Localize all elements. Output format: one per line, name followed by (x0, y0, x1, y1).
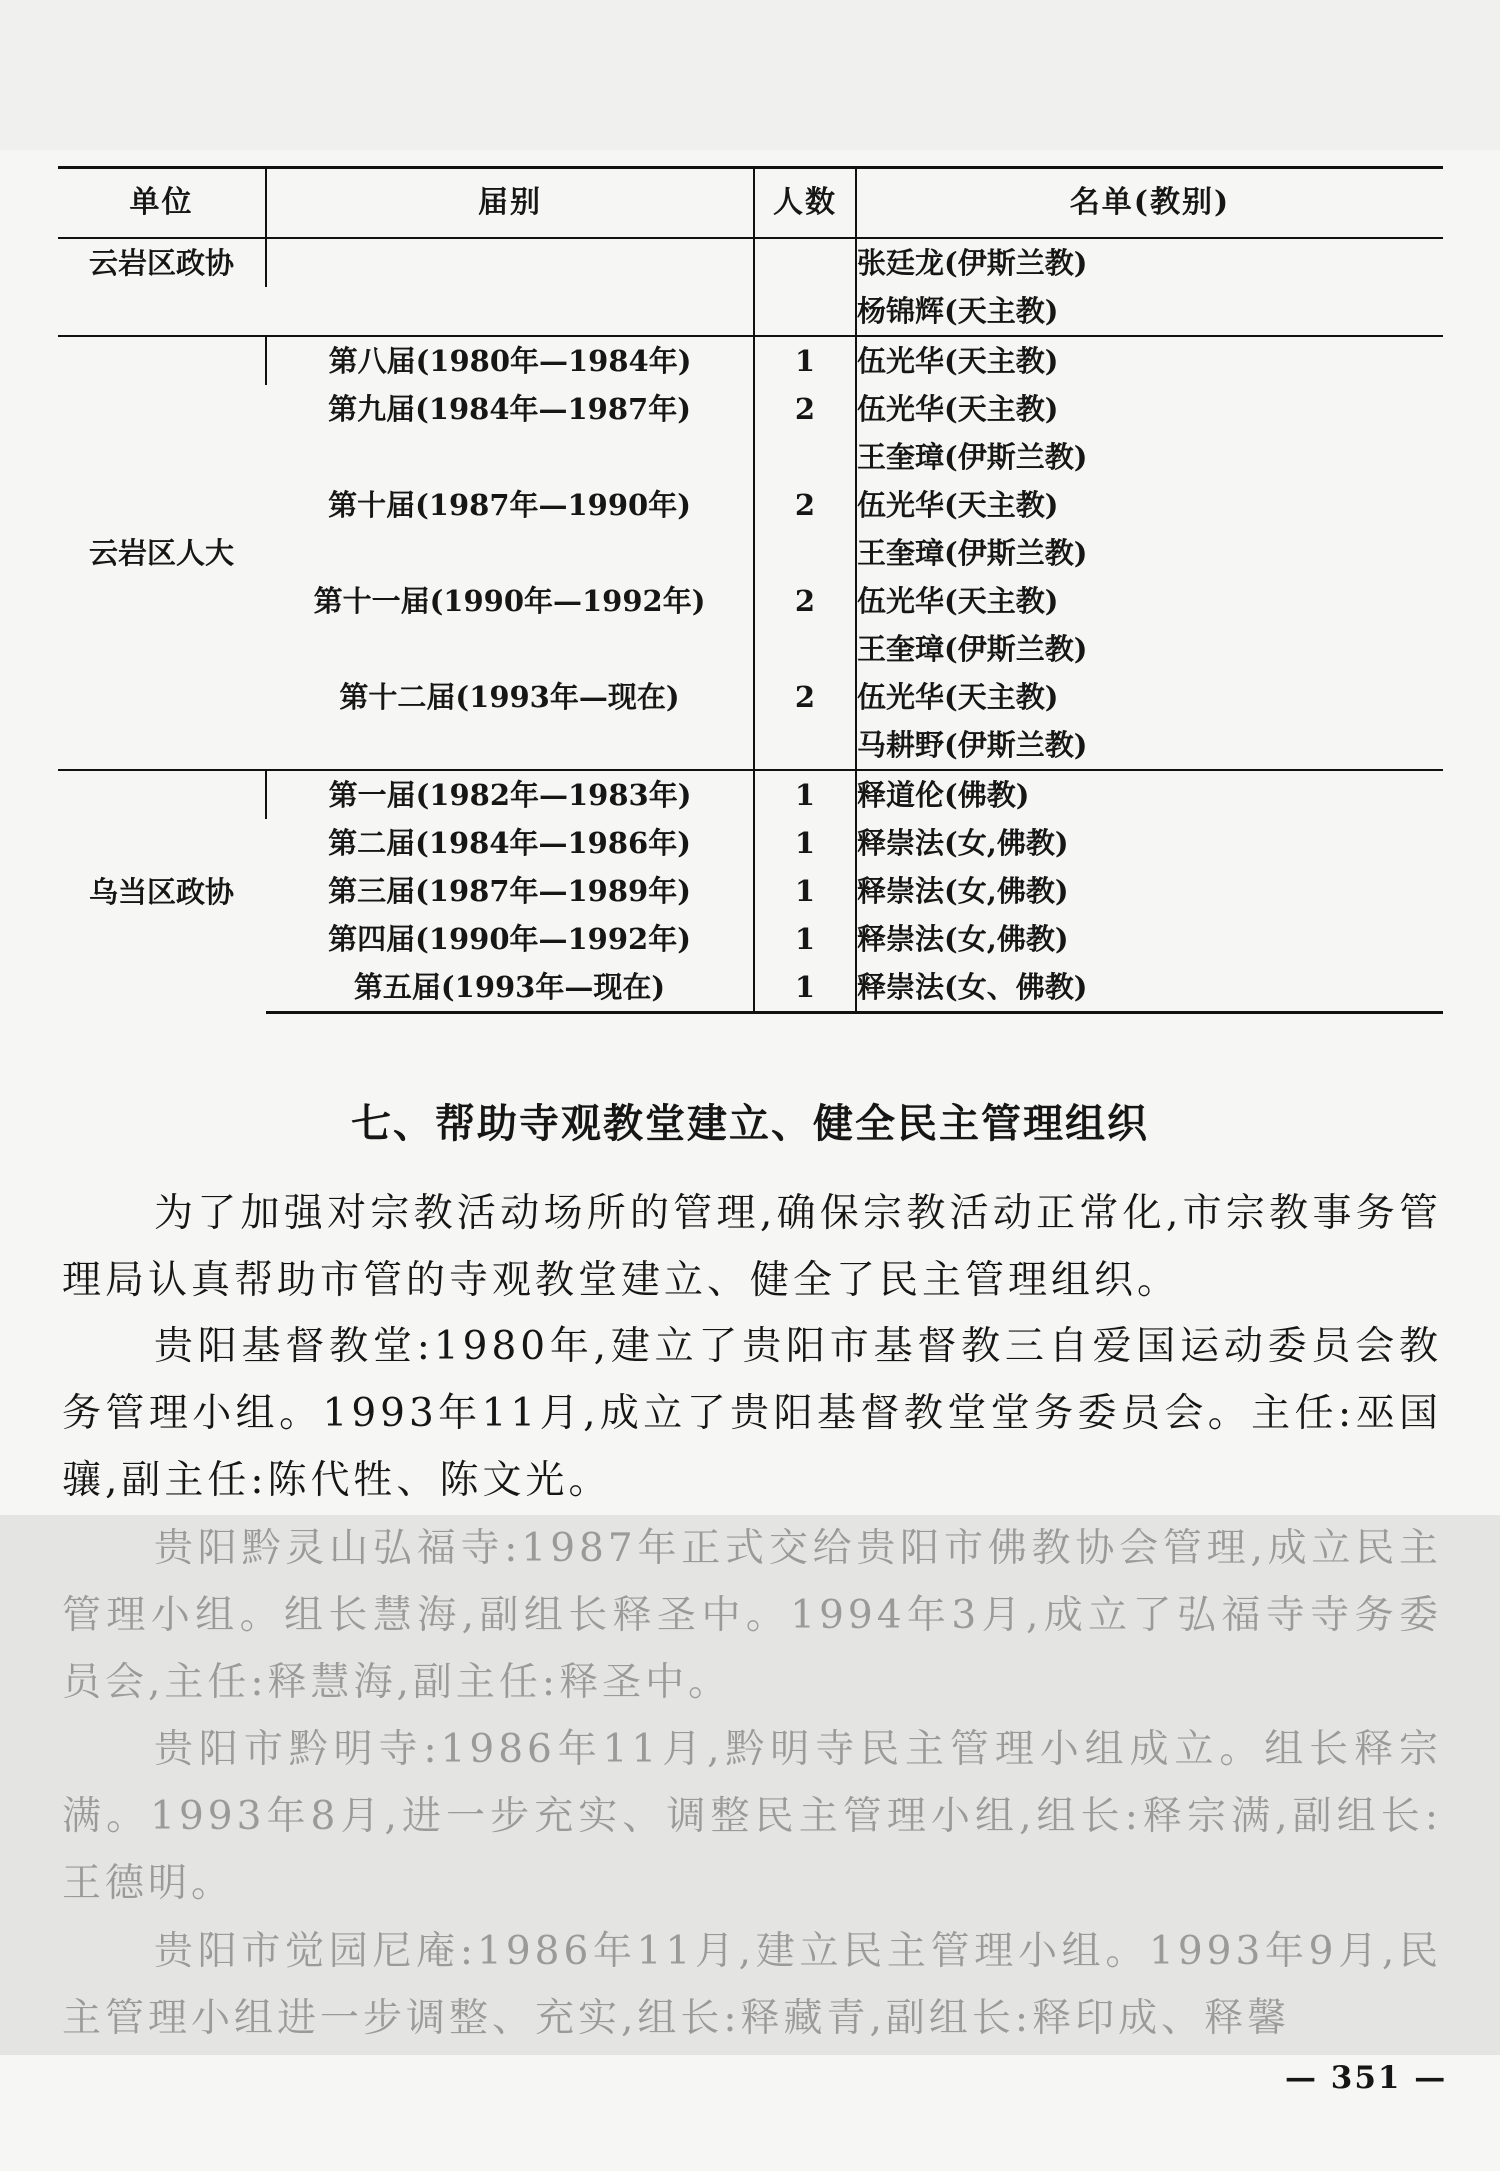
table-row (58, 819, 1443, 867)
term-cell-empty (266, 625, 754, 673)
count-cell: 2 (754, 481, 856, 529)
body-paragraph: 贵阳市觉园尼庵:1986年11月,建立民主管理小组。1993年9月,民主管理小组进一步调整、充实,组长:释藏青,副组长:释印成、释馨 (62, 1929, 1442, 2041)
body-paragraph: 贵阳市黔明寺:1986年11月,黔明寺民主管理小组成立。组长释宗满。1993年8月,进一步充实、调整民主管理小组,组长:释宗满,副组长:王德明。 (62, 1727, 1442, 1906)
body-paragraph: 为了加强对宗教活动场所的管理,确保宗教活动正常化,市宗教事务管理局认真帮助市管的寺观教堂建立、健全了民主管理组织。 (62, 1191, 1442, 1303)
table-row (58, 721, 1443, 770)
table-row (58, 385, 1443, 433)
count-cell: 2 (754, 385, 856, 433)
body-paragraph: 贵阳基督教堂:1980年,建立了贵阳市基督教三自爱国运动委员会教务管理小组。1993年11月,成立了贵阳基督教堂堂务委员会。主任:巫国骧,副主任:陈代牲、陈文光。 (62, 1324, 1442, 1503)
name-cell: 王奎璋(伊斯兰教) (856, 529, 1443, 577)
term-cell: 第三届(1987年—1989年) (328, 874, 691, 908)
name-cell: 释崇法(女,佛教) (856, 819, 1443, 867)
count-cell-empty (754, 721, 856, 770)
count-cell-empty (754, 433, 856, 481)
term-cell (266, 238, 754, 287)
name-cell: 杨锦辉(天主教) (856, 287, 1443, 336)
term-cell: 第四届(1990年—1992年) (328, 922, 691, 956)
count-cell: 1 (754, 867, 856, 915)
table-header-row (58, 168, 1443, 239)
count-cell: 1 (754, 336, 856, 385)
table-row (58, 577, 1443, 625)
unit-cell: 云岩区政协 (58, 238, 266, 336)
header-unit: 单位 (58, 168, 266, 239)
term-cell: 第十届(1987年—1990年) (328, 488, 691, 522)
table-row (58, 915, 1443, 963)
unit-cell: 云岩区人大 (58, 336, 266, 770)
header-term: 届别 (266, 168, 754, 239)
table-row (58, 963, 1443, 1013)
table-row (58, 867, 1443, 915)
term-cell: 第九届(1984年—1987年) (328, 392, 691, 426)
count-cell-empty (754, 529, 856, 577)
table-row (58, 770, 1443, 819)
table-body (58, 238, 1443, 1013)
representatives-table (58, 166, 1443, 1014)
count-cell: 1 (754, 770, 856, 819)
term-cell: 第八届(1980年—1984年) (266, 336, 754, 385)
term-cell: 第二届(1984年—1986年) (328, 826, 691, 860)
page-number: — 351 — (1285, 2060, 1448, 2096)
term-cell: 第一届(1982年—1983年) (266, 770, 754, 819)
name-cell: 伍光华(天主教) (856, 336, 1443, 385)
name-cell: 伍光华(天主教) (856, 385, 1443, 433)
term-cell: 第五届(1993年—现在) (266, 963, 754, 1013)
header-names: 名单(教别) (856, 168, 1443, 239)
name-cell: 王奎璋(伊斯兰教) (856, 433, 1443, 481)
table-row (58, 336, 1443, 385)
term-cell-empty (266, 529, 754, 577)
count-cell-empty (754, 287, 856, 336)
table-row (58, 481, 1443, 529)
name-cell: 释崇法(女、佛教) (856, 963, 1443, 1013)
header-count: 人数 (754, 168, 856, 239)
term-cell-empty (266, 433, 754, 481)
name-cell: 释崇法(女,佛教) (856, 915, 1443, 963)
table-row (58, 287, 1443, 336)
count-cell: 2 (754, 673, 856, 721)
table-row (58, 238, 1443, 287)
name-cell: 伍光华(天主教) (856, 673, 1443, 721)
table-row (58, 529, 1443, 577)
term-cell-empty (266, 721, 754, 770)
section-heading: 七、帮助寺观教堂建立、健全民主管理组织 (351, 1100, 1149, 1147)
name-cell: 释崇法(女,佛教) (856, 867, 1443, 915)
unit-cell: 乌当区政协 (58, 770, 266, 1013)
term-cell: 第十二届(1993年—现在) (339, 680, 680, 714)
body-paragraph: 贵阳黔灵山弘福寺:1987年正式交给贵阳市佛教协会管理,成立民主管理小组。组长慧海,副组长释圣中。1994年3月,成立了弘福寺寺务委员会,主任:释慧海,副主任:释圣中。 (62, 1526, 1442, 1705)
name-cell: 伍光华(天主教) (856, 577, 1443, 625)
name-cell: 释道伦(佛教) (856, 770, 1443, 819)
count-cell: 1 (754, 915, 856, 963)
term-cell: 第十一届(1990年—1992年) (313, 584, 706, 618)
count-cell: 2 (754, 577, 856, 625)
count-cell: 1 (754, 819, 856, 867)
term-cell-empty (266, 287, 754, 336)
table-row (58, 433, 1443, 481)
table-row (58, 625, 1443, 673)
name-cell: 王奎璋(伊斯兰教) (856, 625, 1443, 673)
name-cell: 马耕野(伊斯兰教) (856, 721, 1443, 770)
table-row (58, 673, 1443, 721)
name-cell: 伍光华(天主教) (856, 481, 1443, 529)
count-cell-empty (754, 625, 856, 673)
scan-top-band (0, 0, 1500, 150)
count-cell: 1 (754, 963, 856, 1013)
name-cell: 张廷龙(伊斯兰教) (856, 238, 1443, 287)
count-cell (754, 238, 856, 287)
